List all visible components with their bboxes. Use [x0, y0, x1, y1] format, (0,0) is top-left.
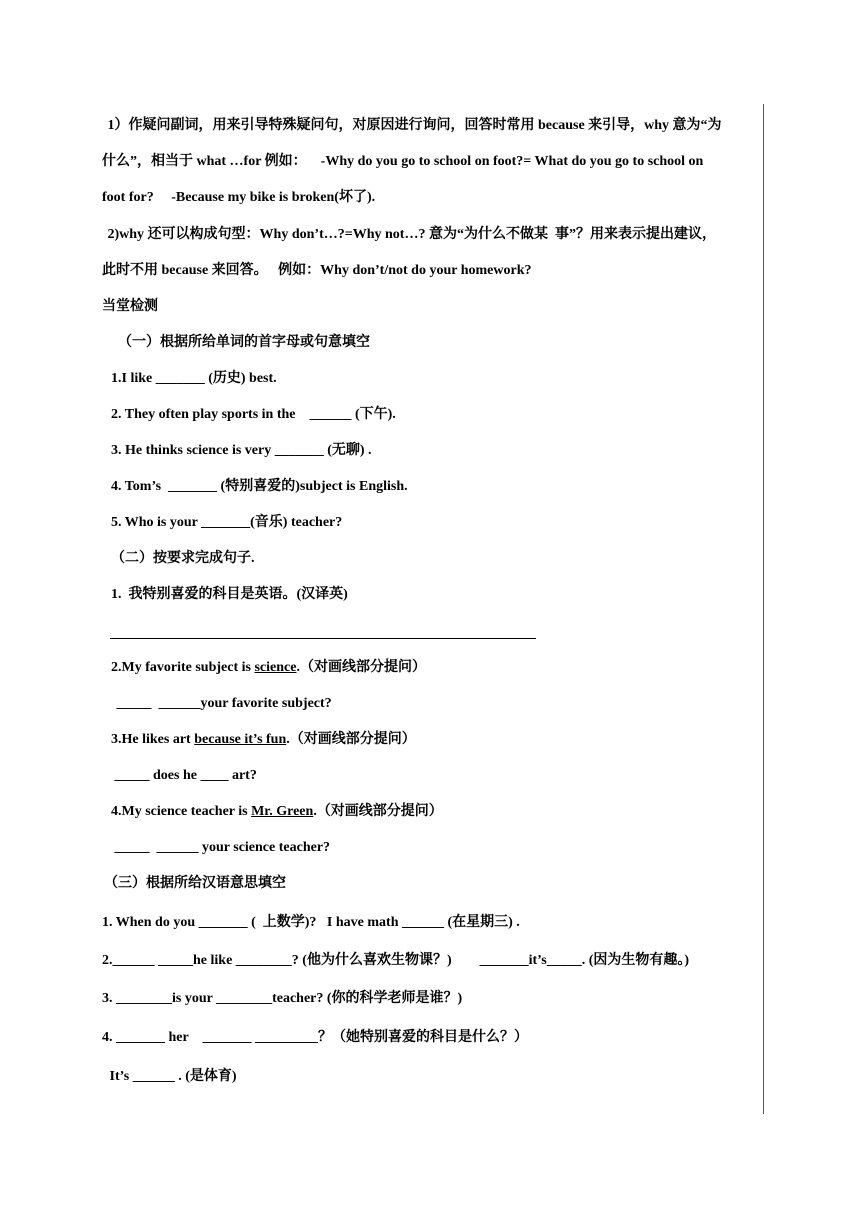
part3-item-3: 3. ________is your ________teacher? (你的科学老师是谁？)	[102, 991, 463, 1006]
part2-q4-underlined: Mr. Green	[251, 804, 314, 819]
part2-q4	[111, 803, 443, 821]
part2-q2-underlined: science	[254, 660, 297, 675]
section-title: 当堂检测	[102, 299, 158, 314]
part2-q3-answer: _____ does he ____ art?	[111, 768, 257, 783]
part3-item-5: It’s ______ . (是体育)	[106, 1069, 237, 1084]
page-right-border	[763, 104, 764, 1114]
part2-q2-suffix: .（对画线部分提问）	[296, 660, 426, 675]
part3-item-2: 2.______ _____he like ________? (他为什么喜欢生物课？) _______it’s_____. (因为生物有趣。)	[102, 953, 690, 968]
part2-q4-suffix: .（对画线部分提问）	[313, 804, 443, 819]
part1-item-5: 5. Who is your _______(音乐) teacher?	[111, 515, 343, 530]
explanation-line-2: 什么”，相当于 what …for 例如： -Why do you go to school on foot?= What do you go to school on	[102, 154, 704, 169]
part1-item-1: 1.I like _______ (历史) best.	[111, 371, 277, 386]
part2-q4-prefix: 4.My science teacher is	[111, 804, 252, 819]
explanation-line-5: 此时不用 because 来回答。 例如：Why don’t/not do your homework?	[102, 263, 532, 278]
explanation-line-1: 1）作疑问副词，用来引导特殊疑问句，对原因进行询问，回答时常用 because 来引导，why 意为“为	[104, 118, 722, 133]
explanation-line-4: 2)why 还可以构成句型：Why don’t…?=Why not…? 意为“为什么不做某 事”？用来表示提出建议，	[104, 227, 716, 242]
part1-item-2: 2. They often play sports in the ______ (下午).	[111, 407, 396, 422]
part2-heading: （二）按要求完成句子.	[111, 551, 255, 566]
part2-q3	[111, 731, 416, 749]
part1-item-4: 4. Tom’s _______ (特别喜爱的)subject is English.	[111, 479, 408, 494]
part2-q3-underlined: because it’s fun	[194, 732, 287, 747]
part1-item-3: 3. He thinks science is very _______ (无聊) .	[111, 443, 372, 458]
part2-q3-prefix: 3.He likes art	[111, 732, 195, 747]
part3-item-1: 1. When do you _______ ( 上数学)? I have math ______ (在星期三) .	[102, 915, 520, 930]
part1-heading: （一）根据所给单词的首字母或句意填空	[118, 335, 370, 350]
explanation-line-3: foot for? -Because my bike is broken(坏了).	[102, 190, 376, 205]
part2-q2	[111, 659, 426, 677]
part2-q1: 1. 我特别喜爱的科目是英语。(汉译英)	[111, 587, 348, 602]
part3-item-4: 4. _______ her _______ _________？（她特别喜爱的科目是什么？）	[102, 1030, 528, 1045]
answer-blank-line	[110, 638, 536, 639]
part3-heading: （三）根据所给汉语意思填空	[104, 876, 286, 891]
part2-q3-suffix: .（对画线部分提问）	[286, 732, 416, 747]
part2-q2-answer: _____ ______your favorite subject?	[113, 696, 332, 711]
part2-q4-answer: _____ ______ your science teacher?	[111, 840, 331, 855]
part2-q2-prefix: 2.My favorite subject is	[111, 660, 255, 675]
